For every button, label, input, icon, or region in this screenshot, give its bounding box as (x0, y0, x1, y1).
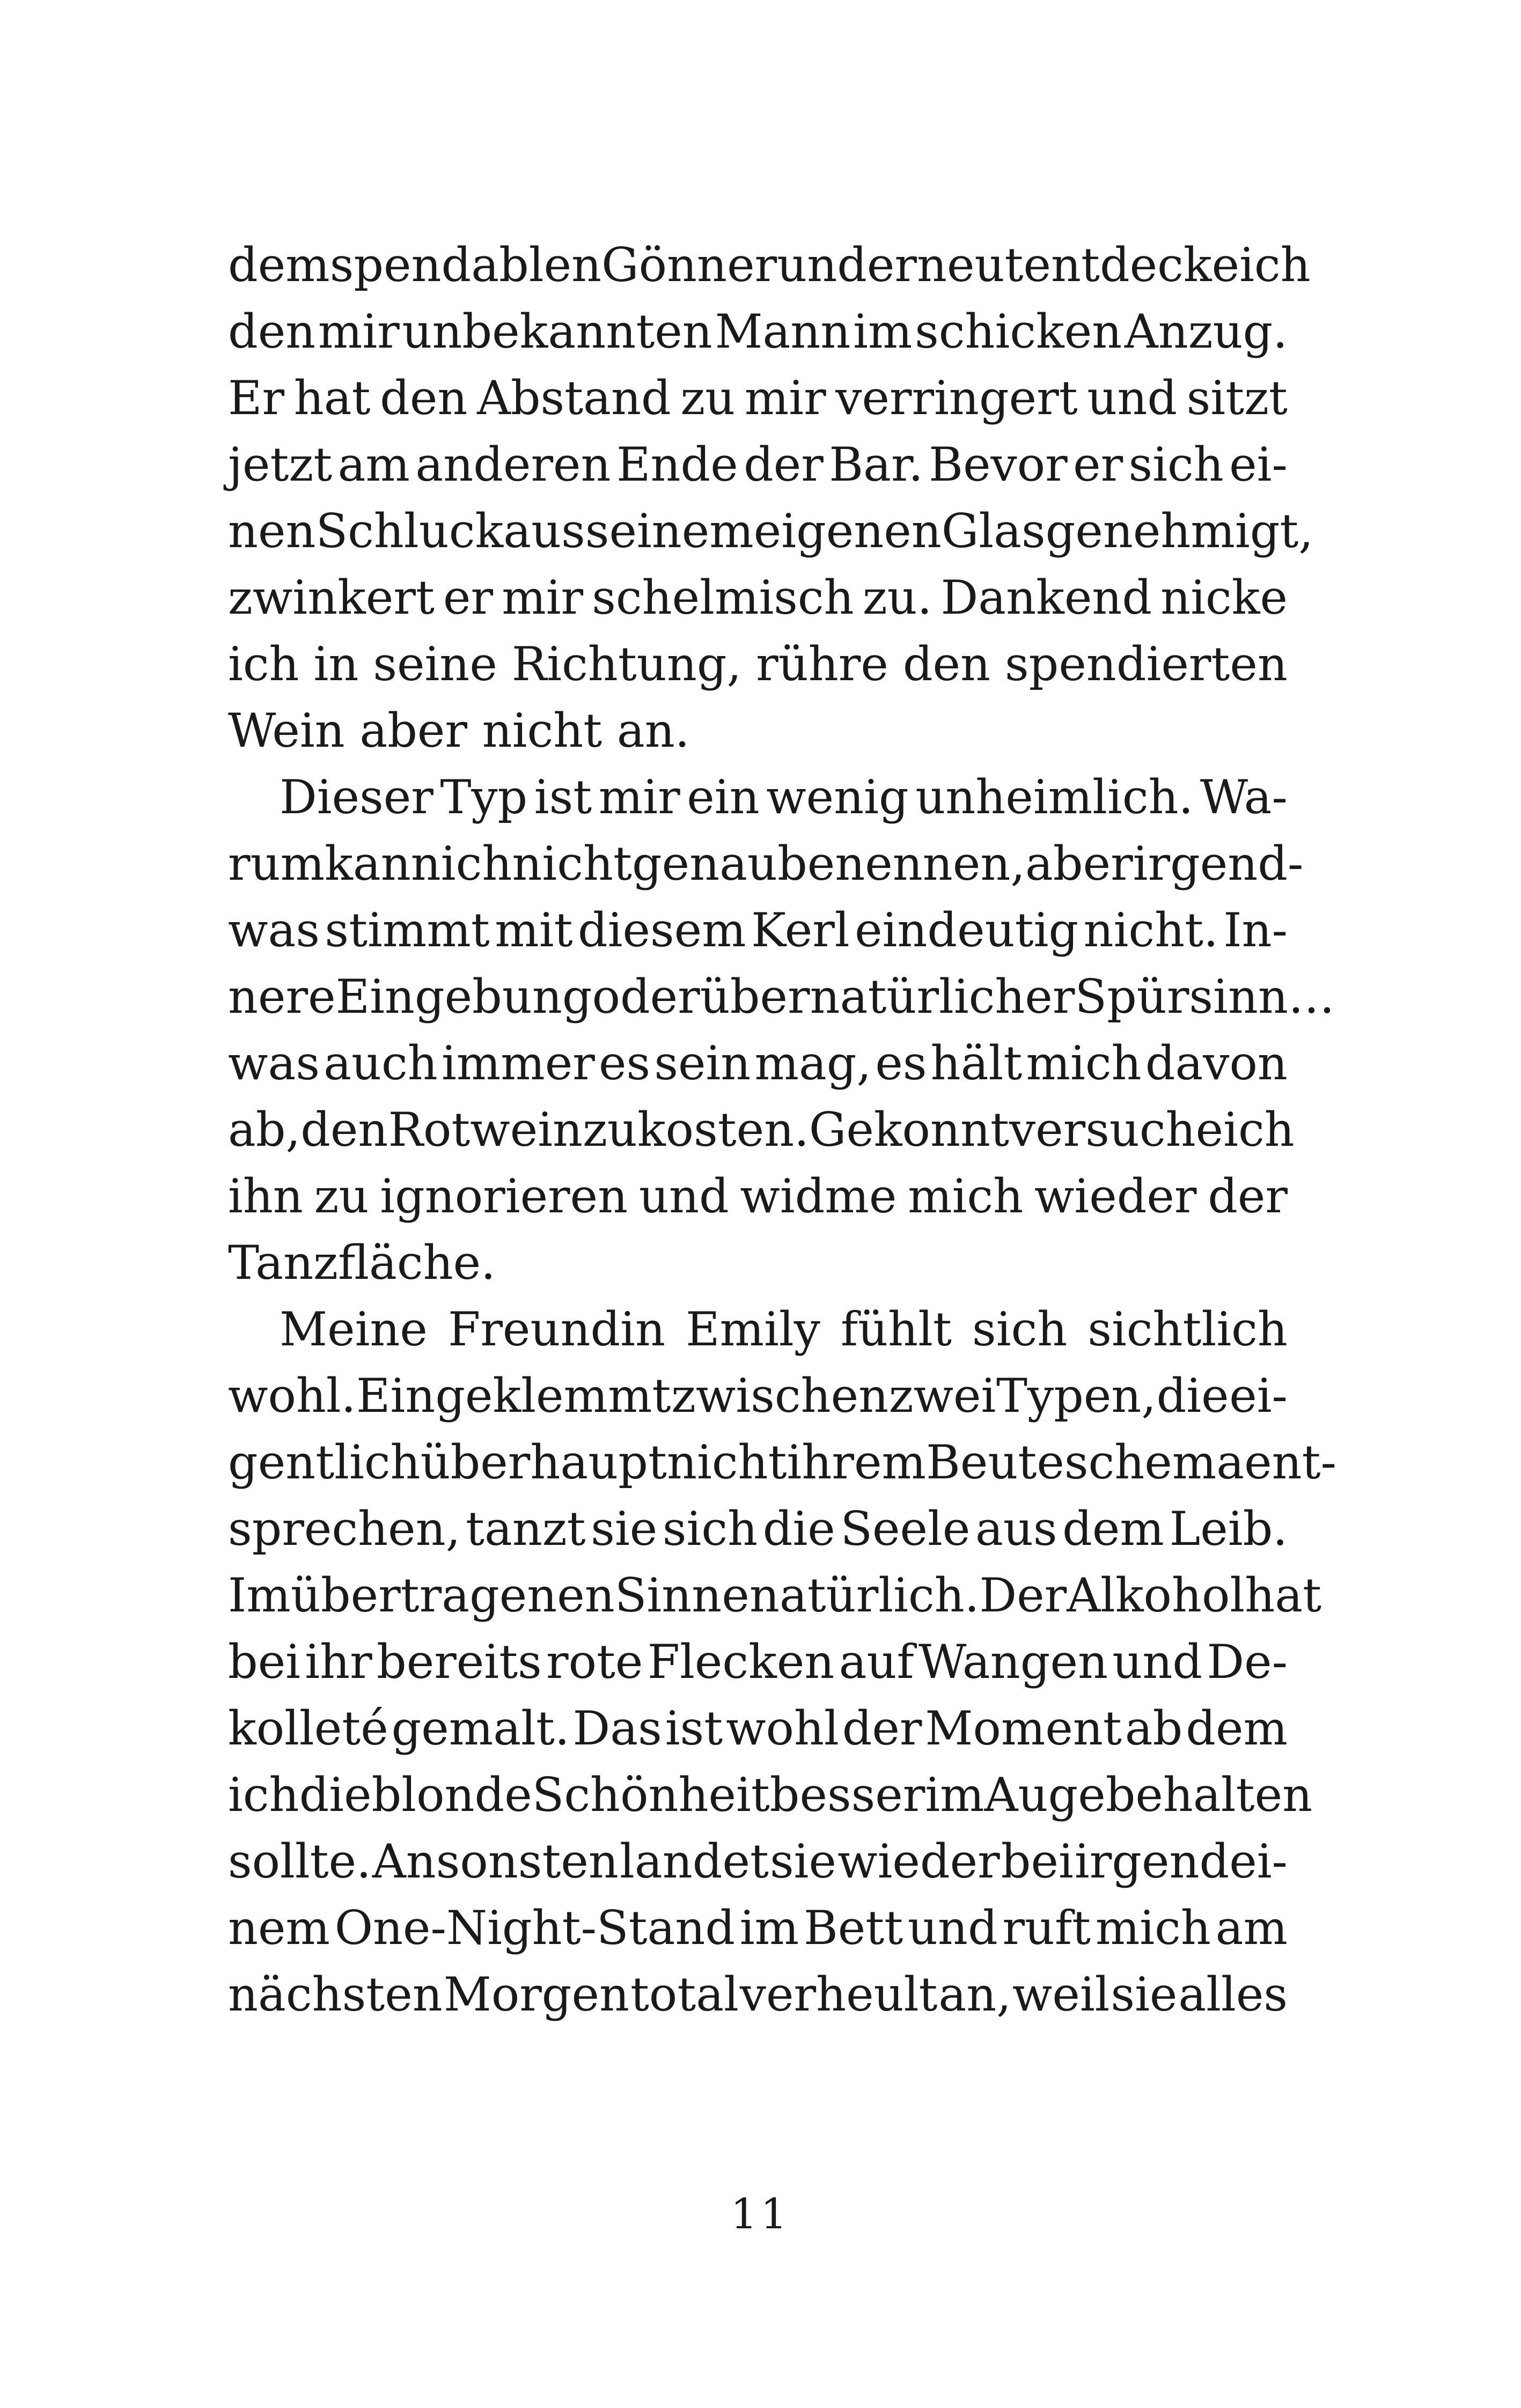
text-line: Dieser Typ ist mir ein wenig unheimlich. Wa- (280, 770, 1288, 824)
page-number: 11 (730, 2190, 791, 2238)
text-line: ich in seine Richtung, rühre den spendierten (228, 637, 1288, 691)
text-line: wohl. Eingeklemmt zwischen zwei Typen, die ei- (228, 1368, 1288, 1423)
text-line: kolleté gemalt. Das ist wohl der Moment ab dem (228, 1701, 1288, 1756)
text-line: zwinkert er mir schelmisch zu. Dankend nicke (228, 570, 1288, 625)
text-line: nächsten Morgen total verheult an, weil sie alles (228, 1967, 1288, 2022)
text-line: nere Eingebung oder übernatürlicher Spürsinn… (228, 969, 1335, 1024)
paragraph (228, 1296, 1337, 2028)
text-line: ihn zu ignorieren und widme mich wieder der (228, 1169, 1288, 1224)
text-line: bei ihr bereits rote Flecken auf Wangen und De- (228, 1634, 1288, 1689)
text-line: Meine Freundin Emily fühlt sich sichtlich (280, 1302, 1288, 1357)
text-line: rum kann ich nicht genau benennen, aber irgend- (228, 836, 1304, 891)
text-line: jetzt am anderen Ende der Bar. Bevor er sich ei- (228, 437, 1288, 492)
text-line: Wein aber nicht an. (228, 703, 690, 758)
text-line: Im übertragenen Sinne natürlich. Der Alkohol hat (228, 1568, 1322, 1623)
text-line: nen Schluck aus seinem eigenen Glas genehmigt, (228, 504, 1314, 558)
text-line: sprechen, tanzt sie sich die Seele aus dem Leib. (228, 1501, 1288, 1556)
text-line: nem One-Night-Stand im Bett und ruft mich am (228, 1901, 1288, 1955)
text-line: Er hat den Abstand zu mir verringert und sitzt (228, 371, 1288, 425)
text-line: Tanzfläche. (228, 1235, 496, 1290)
text-line: ich die blonde Schönheit besser im Auge behalten (228, 1768, 1313, 1822)
text-line: was stimmt mit diesem Kerl eindeutig nicht. In- (228, 903, 1288, 958)
paragraph (228, 764, 1335, 1296)
text-line: sollte. Ansonsten landet sie wieder bei irgendei- (228, 1834, 1288, 1889)
text-line: den mir unbekannten Mann im schicken Anzug. (228, 304, 1288, 359)
paragraph (228, 232, 1314, 764)
body-text (228, 232, 1337, 2028)
text-line: was auch immer es sein mag, es hält mich davon (228, 1036, 1288, 1091)
text-line: gentlich überhaupt nicht ihrem Beuteschema ent- (228, 1435, 1337, 1490)
text-line: ab, den Rotwein zu kosten. Gekonnt versuche ich (228, 1102, 1295, 1157)
text-line: dem spendablen Gönner und erneut entdecke ich (228, 238, 1311, 292)
